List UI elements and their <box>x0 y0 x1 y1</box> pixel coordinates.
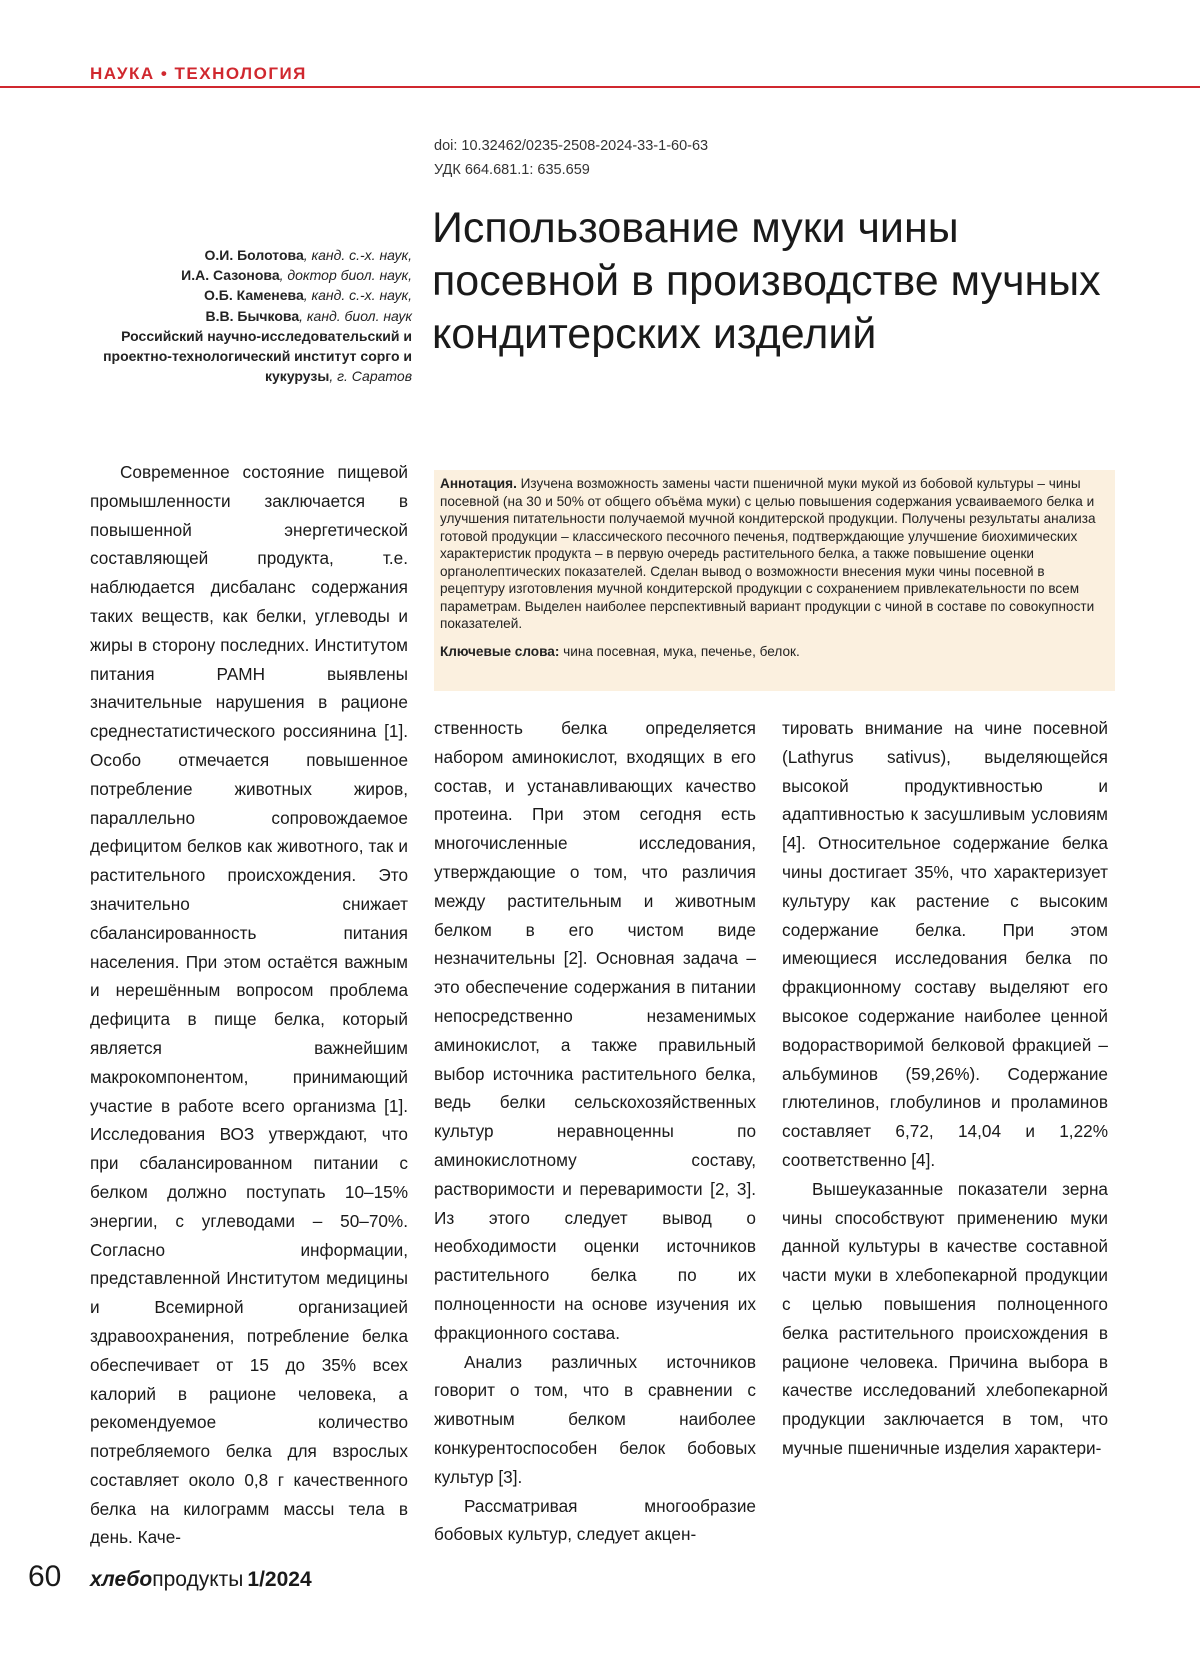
author-line <box>90 285 412 305</box>
body-column-2 <box>434 714 756 1549</box>
body-column-1 <box>90 458 408 1552</box>
author-line <box>90 245 412 265</box>
author-line <box>90 306 412 326</box>
author-name: В.В. Бычкова <box>205 307 300 324</box>
paragraph: тировать внимание на чине посевной (Lathyrus sativus), выделяющейся высокой продуктивностью и адаптивностью к засушливым условиям [4]. Относительное содержание белка чины достигает 35%, что характеризует культуру как растение с высоким содержание белка. При этом имеющиеся исследования белка по фракционному составу выделяют его высокое содержание наиболее ценной водорастворимой белковой фракцией – альбуминов (59,26%). Содержание глютелинов, глобулинов и проламинов составляет 6,72, 14,04 и 1,22% соответственно [4]. <box>782 718 1108 1170</box>
brand-regular: продукты <box>152 1568 244 1591</box>
institute-name: Российский научно-исследовательский и проектно-технологический институт сорго и кукурузы <box>103 327 412 385</box>
paragraph: Рассматривая многообразие бобовых культур, следует акцен- <box>434 1495 756 1545</box>
body-column-3 <box>782 714 1108 1463</box>
author-name: И.А. Сазонова <box>181 267 280 284</box>
section-label: НАУКА • ТЕХНОЛОГИЯ <box>90 64 307 83</box>
brand-bold: хлебо <box>90 1568 153 1591</box>
issue-number: 1/2024 <box>247 1568 312 1591</box>
doi-line: doi: 10.32462/0235-2508-2024-33-1-60-63 <box>434 138 709 154</box>
author-degree: , доктор биол. наук, <box>279 267 412 284</box>
header-divider <box>0 86 1200 88</box>
author-name: О.Б. Каменева <box>204 287 304 304</box>
paragraph: ственность белка определяется набором аминокислот, входящих в его состав, и устанавливающих качество протеина. При этом сегодня есть многочисленные исследования, утверждающие о том, что различия между растительным и животным белком в его чистом виде незначительны [2]. Основная задача – это обеспечение содержания в питании непосредственно незаменимых аминокислот, а также правильный выбор источника растительного белка, ведь белки сельскохозяйственных культур неравноценны по аминокислотному составу, растворимости и переваримости [2, 3]. Из этого следует вывод о необходимости оценки источников растительного белка по их полноценности на основе изучения их фракционного состава. <box>434 718 756 1343</box>
affiliation <box>90 326 412 387</box>
abstract-body: Изучена возможность замены части пшеничной муки мукой из бобовой культуры – чины посевной (на 30 и 50% от общего объёма муки) с целью повышения содержания усваиваемого белка и улучшения питательности получаемой мучной кондитерской продукции. Получены результаты анализа готовой продукции – классического песочного печенья, подтверждающие улучшение биохимических характеристик продукта – в первую очередь растительного белка, а также повышение оценки органолептических показателей. Сделан вывод о возможности внесения муки чины посевной в рецептуру изготовления мучной кондитерской продукции с сохранением привлекательности по всем параметрам. Выделен наиболее перспективный вариант продукции с чиной в составе по совокупности показателей. <box>440 476 1096 631</box>
keywords <box>440 643 1105 661</box>
journal-brand <box>90 1568 312 1592</box>
keywords-label: Ключевые слова: <box>440 643 560 659</box>
abstract-box <box>434 470 1115 691</box>
paragraph: Анализ различных источников говорит о том, что в сравнении с животным белком наиболее конкурентоспособен белок бобовых культур [3]. <box>434 1351 756 1487</box>
article-title: Использование муки чины посевной в производстве мучных кондитерских изделий <box>432 204 1101 358</box>
abstract-label: Аннотация. <box>440 476 517 491</box>
udk-line: УДК 664.681.1: 635.659 <box>434 162 590 178</box>
authors-block <box>90 245 412 386</box>
author-name: О.И. Болотова <box>204 247 304 263</box>
author-degree: , канд. с.-х. наук, <box>303 287 412 304</box>
author-line <box>90 265 412 285</box>
author-degree: , канд. биол. наук <box>299 307 412 324</box>
author-degree: , канд. с.-х. наук, <box>303 247 412 263</box>
keywords-list: чина посевная, мука, печенье, белок. <box>563 643 800 659</box>
article-meta <box>434 134 708 182</box>
paragraph: Вышеуказанные показатели зерна чины способствуют применению муки данной культуры в качестве составной части муки в хлебопекарной продукции с целью повышения полноценного белка растительного происхождения в рационе человека. Причина выбора в качестве исследований хлебопекарной продукции заключается в том, что мучные пшеничные изделия характери- <box>782 1178 1108 1458</box>
abstract-text <box>440 475 1105 633</box>
page-number: 60 <box>28 1560 62 1593</box>
paragraph: Современное состояние пищевой промышленности заключается в повышенной энергетической составляющей продукта, т.е. наблюдается дисбаланс содержания таких веществ, как белки, углеводы и жиры в сторону последних. Институтом питания РАМН выявлены значительные нарушения в рационе среднестатистического россиянина [1]. Особо отмечается повышенное потребление животных жиров, параллельно сопровождаемое дефицитом белков как животного, так и растительного происхождения. Это значительно снижает сбалансированность питания населения. При этом остаётся важным и нерешённым вопросом проблема дефицита в пище белка, который является важнейшим макрокомпонентом, принимающий участие в работе всего организма [1]. Исследования ВОЗ утверждают, что при сбалансированном питании с белком должно поступать 10–15% энергии, с углеводами – 50–70%. Согласно информации, представленной Институтом медицины и Всемирной организацией здравоохранения, потребление белка обеспечивает от 15 до 35% всех калорий в рационе человека, а рекомендуемое количество потребляемого белка для взрослых составляет около 0,8 г качественного белка на килограмм массы тела в день. Каче- <box>90 462 408 1548</box>
institute-city: , г. Саратов <box>329 368 412 385</box>
